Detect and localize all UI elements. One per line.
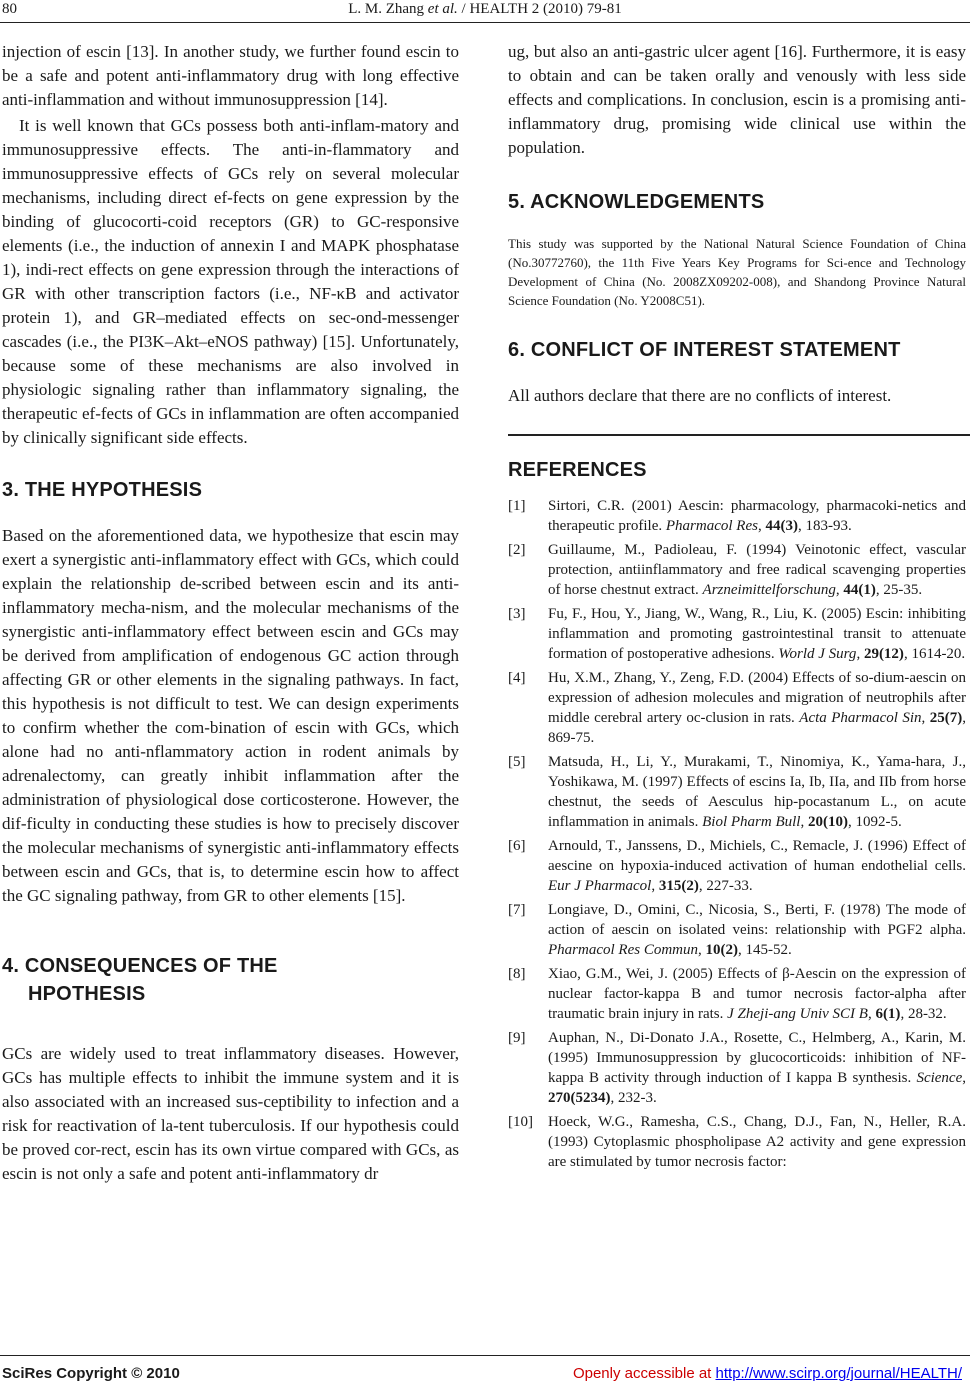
header-rule (0, 22, 970, 23)
reference-separator: , (962, 1070, 966, 1086)
section-heading-conflict: 6. CONFLICT OF INTEREST STATEMENT (508, 339, 901, 361)
reference-item (508, 964, 966, 1024)
reference-pages: , 1092-5. (847, 814, 902, 830)
reference-text (548, 900, 966, 960)
reference-journal: Acta Pharmacol Sin (799, 710, 922, 726)
reference-pages: , 145-52. (738, 942, 792, 958)
reference-item (508, 1028, 966, 1108)
running-title-rest: / HEALTH 2 (2010) 79-81 (457, 1, 622, 17)
reference-authors-title: Sirtori, C.R. (2001) Aescin: pharmacology, pharmacoki-netics and therapeutic profile. (548, 498, 966, 534)
reference-journal: Eur J Pharmacol (548, 878, 652, 894)
left-column (2, 40, 459, 1186)
reference-text (548, 540, 966, 600)
running-title (0, 1, 970, 18)
page-header (0, 0, 970, 22)
reference-authors-title: Hoeck, W.G., Ramesha, C.S., Chang, D.J., Fan, N., Heller, R.A. (1993) Cytoplasmic phospholipase A2 activity and gene expression are stimulated by tumor necrosis factor: (548, 1114, 966, 1170)
reference-authors-title: Auphan, N., Di-Donato J.A., Rosette, C., Helmberg, A., Karin, M. (1995) Immunosuppression by glucocorticoids: inhibition of NF-kappa B activity through induction of I kappa B synthesis. (548, 1030, 966, 1086)
reference-journal: Science (916, 1070, 963, 1086)
reference-authors-title: Longiave, D., Omini, C., Nicosia, S., Berti, F. (1978) The mode of action of aescin on isolated veins: relationship with PGF2 alpha. (548, 902, 966, 938)
reference-separator: , (757, 518, 766, 534)
reference-item (508, 900, 966, 960)
reference-pages: , 183-93. (797, 518, 852, 534)
reference-volume: 10(2) (705, 942, 738, 958)
reference-journal: Pharmacol Res Commun (548, 942, 698, 958)
reference-item (508, 540, 966, 600)
reference-pages: , 1614-20. (903, 646, 966, 662)
reference-authors-title: Guillaume, M., Padioleau, F. (1994) Veinotonic effect, vascular protection, antiinflammatory and free radical scavenging properties of horse chestnut extract. (548, 542, 966, 598)
reference-volume: 25(7) (929, 710, 963, 726)
reference-list (508, 496, 966, 1172)
section-heading-consequences (2, 952, 459, 1008)
reference-number: [6] (508, 838, 526, 854)
page-footer (0, 1355, 970, 1385)
reference-separator: , (867, 1006, 876, 1022)
open-access-notice (573, 1365, 962, 1382)
reference-authors-title: Arnould, T., Janssens, D., Michiels, C., Remacle, J. (1996) Effect of aescine on hypoxia-induced activation of human endothelial cells. (548, 838, 966, 874)
reference-separator: , (921, 710, 930, 726)
reference-item (508, 752, 966, 832)
reference-separator: , (856, 646, 864, 662)
reference-journal: J Zheji-ang Univ SCI B (727, 1006, 868, 1022)
reference-volume: 44(1) (843, 582, 876, 598)
reference-number: [1] (508, 498, 526, 514)
reference-number: [7] (508, 902, 526, 918)
right-column (508, 40, 966, 1176)
reference-item (508, 668, 966, 748)
reference-separator: , (698, 942, 706, 958)
reference-pages: , 869-75. (548, 710, 966, 746)
reference-journal: World J Surg (778, 646, 857, 662)
section-heading-acknowledgements: 5. ACKNOWLEDGEMENTS (508, 191, 765, 213)
reference-text (548, 604, 966, 664)
reference-authors-title: Xiao, G.M., Wei, J. (2005) Effects of β-Aescin on the expression of nuclear factor-kappa B and tumor necrosis factor-alpha after traumatic brain injury in rats. (548, 966, 966, 1022)
reference-separator: , (800, 814, 808, 830)
reference-volume: 270(5234) (548, 1090, 611, 1106)
section-heading-hypothesis: 3. THE HYPOTHESIS (2, 479, 203, 501)
reference-number: [9] (508, 1030, 526, 1046)
reference-text (548, 668, 966, 748)
body-paragraph: injection of escin [13]. In another study, we further found escin to be a safe and potent anti-inflammatory drug with long effective anti-inflammation and without immunosuppression [14]. (2, 42, 459, 109)
reference-pages: , 28-32. (900, 1006, 947, 1022)
page-number: 80 (2, 1, 17, 17)
reference-journal: Arzneimittelforschung (702, 582, 836, 598)
reference-text (548, 1112, 966, 1172)
reference-number: [10] (508, 1114, 533, 1130)
body-paragraph: GCs are widely used to treat inflammatory diseases. However, GCs has multiple effects to inhibit the immune system and it is also associated with an increased sus-ceptibility to infection and a risk for reactivation of la-tent tuberculosis. If our hypothesis could be proved cor-rect, escin has its own virtue compared with GCs, as escin is not only a safe and potent anti-inflammatory dr (2, 1044, 459, 1183)
running-title-author: L. M. Zhang (348, 1, 428, 17)
reference-item (508, 836, 966, 896)
references-rule (508, 434, 970, 436)
section-heading-consequences-line1: 4. CONSEQUENCES OF THE (2, 955, 278, 977)
reference-number: [3] (508, 606, 526, 622)
conflict-text: All authors declare that there are no conflicts of interest. (508, 386, 892, 405)
reference-text (548, 1028, 966, 1108)
copyright-text: SciRes Copyright © 2010 (2, 1365, 180, 1382)
reference-item (508, 604, 966, 664)
reference-text (548, 836, 966, 896)
reference-pages: , 25-35. (875, 582, 923, 598)
reference-pages: , 232-3. (610, 1090, 657, 1106)
footer-rule (0, 1355, 970, 1356)
reference-item (508, 496, 966, 536)
reference-volume: 20(10) (807, 814, 848, 830)
reference-text (548, 496, 966, 536)
body-paragraph: ug, but also an anti-gastric ulcer agent [16]. Furthermore, it is easy to obtain and can be taken orally and venously with less side effects and complications. In conclusion, escin is a promising anti-inflammatory drug, promising wide clinical use within the population. (508, 42, 966, 157)
acknowledgements-text: This study was supported by the National Natural Science Foundation of China (No.30772760), the 11th Five Years Key Programs for Sci-ence and Technology Development of China (No. 2008ZX09202-008), and Shandong Province Natural Science Foundation (No. Y2008C51). (508, 236, 966, 308)
journal-link[interactable]: http://www.scirp.org/journal/HEALTH/ (715, 1365, 962, 1382)
running-title-etal: et al. (427, 1, 458, 17)
reference-volume: 29(12) (863, 646, 904, 662)
reference-journal: Pharmacol Res (665, 518, 758, 534)
reference-text (548, 752, 966, 832)
reference-authors-title: Fu, F., Hou, Y., Jiang, W., Wang, R., Liu, K. (2005) Escin: inhibiting inflammation and promoting gastrointestinal transit to attenuate formation of postoperative adhesions. (548, 606, 966, 662)
body-paragraph: Based on the aforementioned data, we hypothesize that escin may exert a synergistic anti-inflammatory effect with GCs, which could explain the relationship de-scribed between escin and its anti-inflammatory mecha-nism, and the molecular mechanisms of the synergistic anti-inflammatory effect between escin and GCs may be derived from amplification of endogenous GC action through affecting GR or other elements in the signaling pathways. In fact, this hypothesis is not difficult to test. We can design experiments to confirm whether the com-bination of escin with GCs, which alone had no anti-nflammatory action in rodent animals by adrenalectomy, can greatly inhibit inflammation after the administration of physiological dose corticosterone. However, the dif-ficulty in conducting these studies is how to precisely discover the molecular mechanisms of synergistic anti-inflammatory effects between escin and GCs, that is, to determine escin how to affect the GC signaling pathway, from GR to other elements [15]. (2, 526, 459, 905)
reference-pages: , 227-33. (698, 878, 753, 894)
reference-number: [8] (508, 966, 526, 982)
open-access-label: Openly accessible at (572, 1365, 716, 1382)
reference-volume: 6(1) (875, 1006, 901, 1022)
reference-number: [4] (508, 670, 526, 686)
reference-text (548, 964, 966, 1024)
reference-separator: , (835, 582, 844, 598)
reference-authors-title: Hu, X.M., Zhang, Y., Zeng, F.D. (2004) Effects of so-dium-aescin on expression of adhesion molecules and migration of neutrophils after middle cerebral artery oc-clusion in rats. (548, 670, 966, 726)
reference-volume: 44(3) (765, 518, 798, 534)
reference-item (508, 1112, 966, 1172)
reference-journal: Biol Pharm Bull (702, 814, 801, 830)
section-heading-references: REFERENCES (508, 459, 647, 481)
reference-volume: 315(2) (658, 878, 699, 894)
reference-number: [2] (508, 542, 526, 558)
body-paragraph: It is well known that GCs possess both anti-inflam-matory and immunosuppressive effects. The anti-in-flammatory and immunosuppressive effects of GCs rely on several molecular mechanisms, including direct ef-fects on gene expression by the binding of glucocorti-coid receptors (GR) to GC-responsive elements (i.e., the induction of annexin I and MAPK phosphatase 1), indi-rect effects on gene expression through the interactions of GR with other transcription factors (i.e., NF-κB and activator protein 1), and GR–mediated effects on sec-ond-messenger cascades (i.e., the PI3K–Akt–eNOS pathway) [15]. Unfortunately, because some of these mechanisms are also involved in physiologic signaling rather than inflammatory signaling, the therapeutic ef-fects of GCs in inflammation are often accompanied by clinically significant side effects. (2, 116, 459, 447)
reference-number: [5] (508, 754, 526, 770)
reference-authors-title: Matsuda, H., Li, Y., Murakami, T., Ninomiya, K., Yama-hara, J., Yoshikawa, M. (1997) Effects of escins Ia, Ib, IIa, and IIb from horse chestnut, the seeds of Aesculus hip-pocastanum L., on acute inflammation in animals. (548, 754, 966, 830)
reference-separator: , (651, 878, 659, 894)
section-heading-consequences-line2: HPOTHESIS (28, 983, 146, 1005)
